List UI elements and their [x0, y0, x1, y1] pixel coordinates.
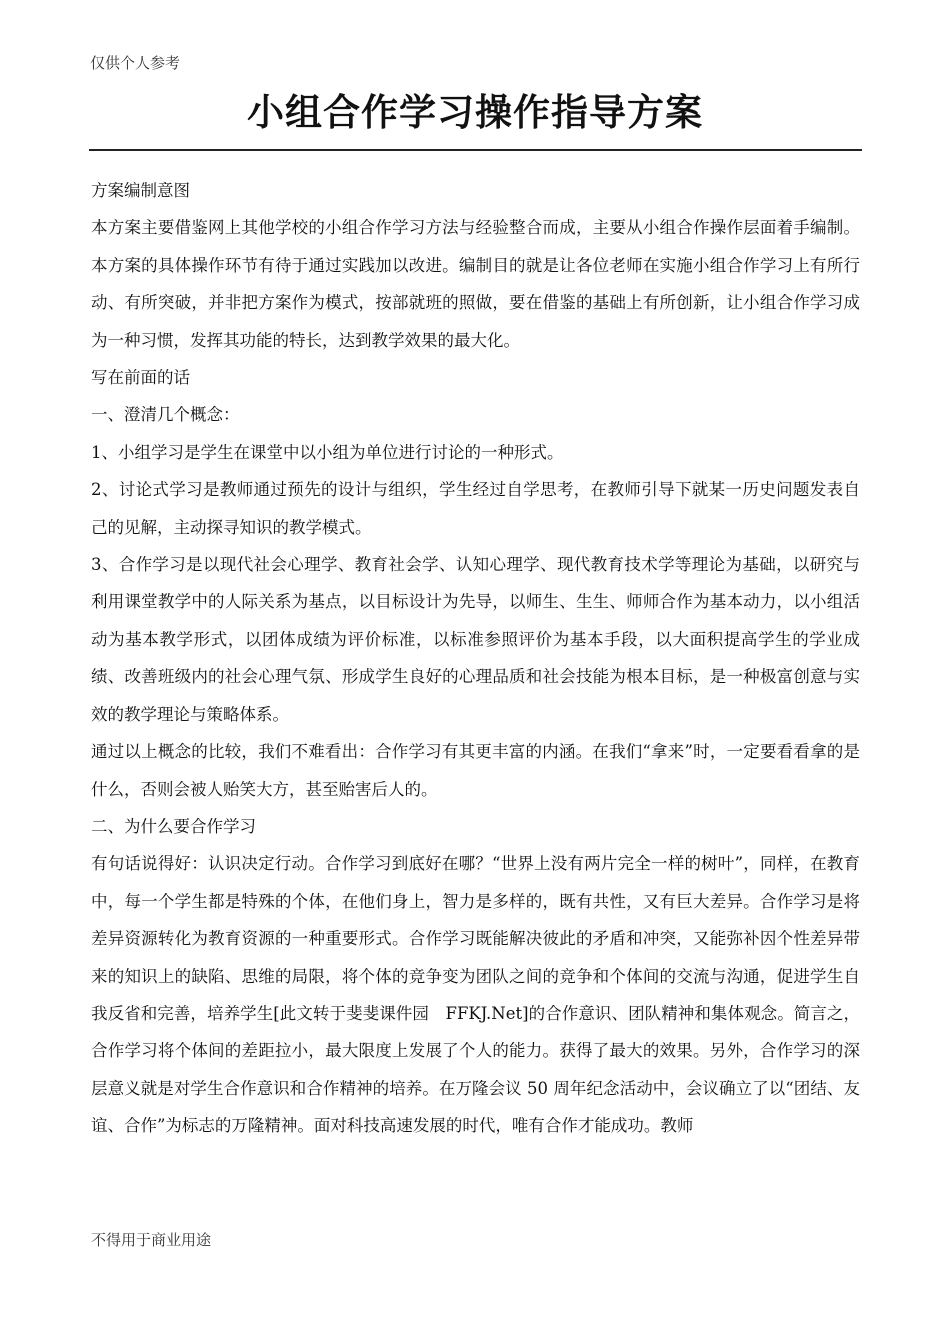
paragraph-comparison: 通过以上概念的比较，我们不难看出：合作学习有其更丰富的内涵。在我们“拿来”时，一定要看看拿的是什么，否则会被人贻笑大方，甚至贻害后人的。	[91, 742, 860, 799]
section-heading-preface: 写在前面的话	[91, 368, 190, 388]
document-body	[91, 172, 860, 1145]
document-title: 小组合作学习操作指导方案	[247, 91, 703, 134]
header-note: 仅供个人参考	[90, 54, 181, 72]
paragraph-concept-1: 1、小组学习是学生在课堂中以小组为单位进行讨论的一种形式。	[91, 442, 564, 462]
footer-note: 不得用于商业用途	[91, 1231, 212, 1249]
paragraph-concept-3: 3、合作学习是以现代社会心理学、教育社会学、认知心理学、现代教育技术学等理论为基础，以研究与利用课堂教学中的人际关系为基点，以目标设计为先导，以师生、生生、师师合作为基本动力，以小组活动为基本教学形式，以团体成绩为评价标准，以标准参照评价为基本手段，以大面积提高学生的学业成绩、改善班级内的社会心理气氛、形成学生良好的心理品质和社会技能为根本目标，是一种极富创意与实效的教学理论与策略体系。	[91, 555, 860, 724]
paragraph-intent: 本方案主要借鉴网上其他学校的小组合作学习方法与经验整合而成，主要从小组合作操作层面着手编制。本方案的具体操作环节有待于通过实践加以改进。编制目的就是让各位老师在实施小组合作学习上有所行动、有所突破，并非把方案作为模式，按部就班的照做，要在借鉴的基础上有所创新，让小组合作学习成为一种习惯，发挥其功能的特长，达到教学效果的最大化。	[91, 218, 860, 350]
section-heading-why: 二、为什么要合作学习	[91, 816, 256, 836]
paragraph-why: 有句话说得好：认识决定行动。合作学习到底好在哪？“世界上没有两片完全一样的树叶”，同样，在教育中，每一个学生都是特殊的个体，在他们身上，智力是多样的，既有共性，又有巨大差异。合作学习是将差异资源转化为教育资源的一种重要形式。合作学习既能解决彼此的矛盾和冲突，又能弥补因个性差异带来的知识上的缺陷、思维的局限，将个体的竞争变为团队之间的竞争和个体间的交流与沟通，促进学生自我反省和完善，培养学生[此文转于斐斐课件园 FFKJ.Net]的合作意识、团队精神和集体观念。简言之，合作学习将个体间的差距拉小，最大限度上发展了个人的能力。获得了最大的效果。另外，合作学习的深层意义就是对学生合作意识和合作精神的培养。在万隆会议 50 周年纪念活动中，会议确立了以“团结、友谊、合作”为标志的万隆精神。面对科技高速发展的时代，唯有合作才能成功。教师	[91, 854, 860, 1136]
paragraph-concept-2: 2、讨论式学习是教师通过预先的设计与组织，学生经过自学思考，在教师引导下就某一历史问题发表自己的见解，主动探寻知识的教学模式。	[91, 480, 860, 537]
section-heading-concepts: 一、澄清几个概念：	[91, 405, 240, 425]
section-heading-intent: 方案编制意图	[91, 181, 190, 200]
title-divider	[89, 149, 862, 151]
